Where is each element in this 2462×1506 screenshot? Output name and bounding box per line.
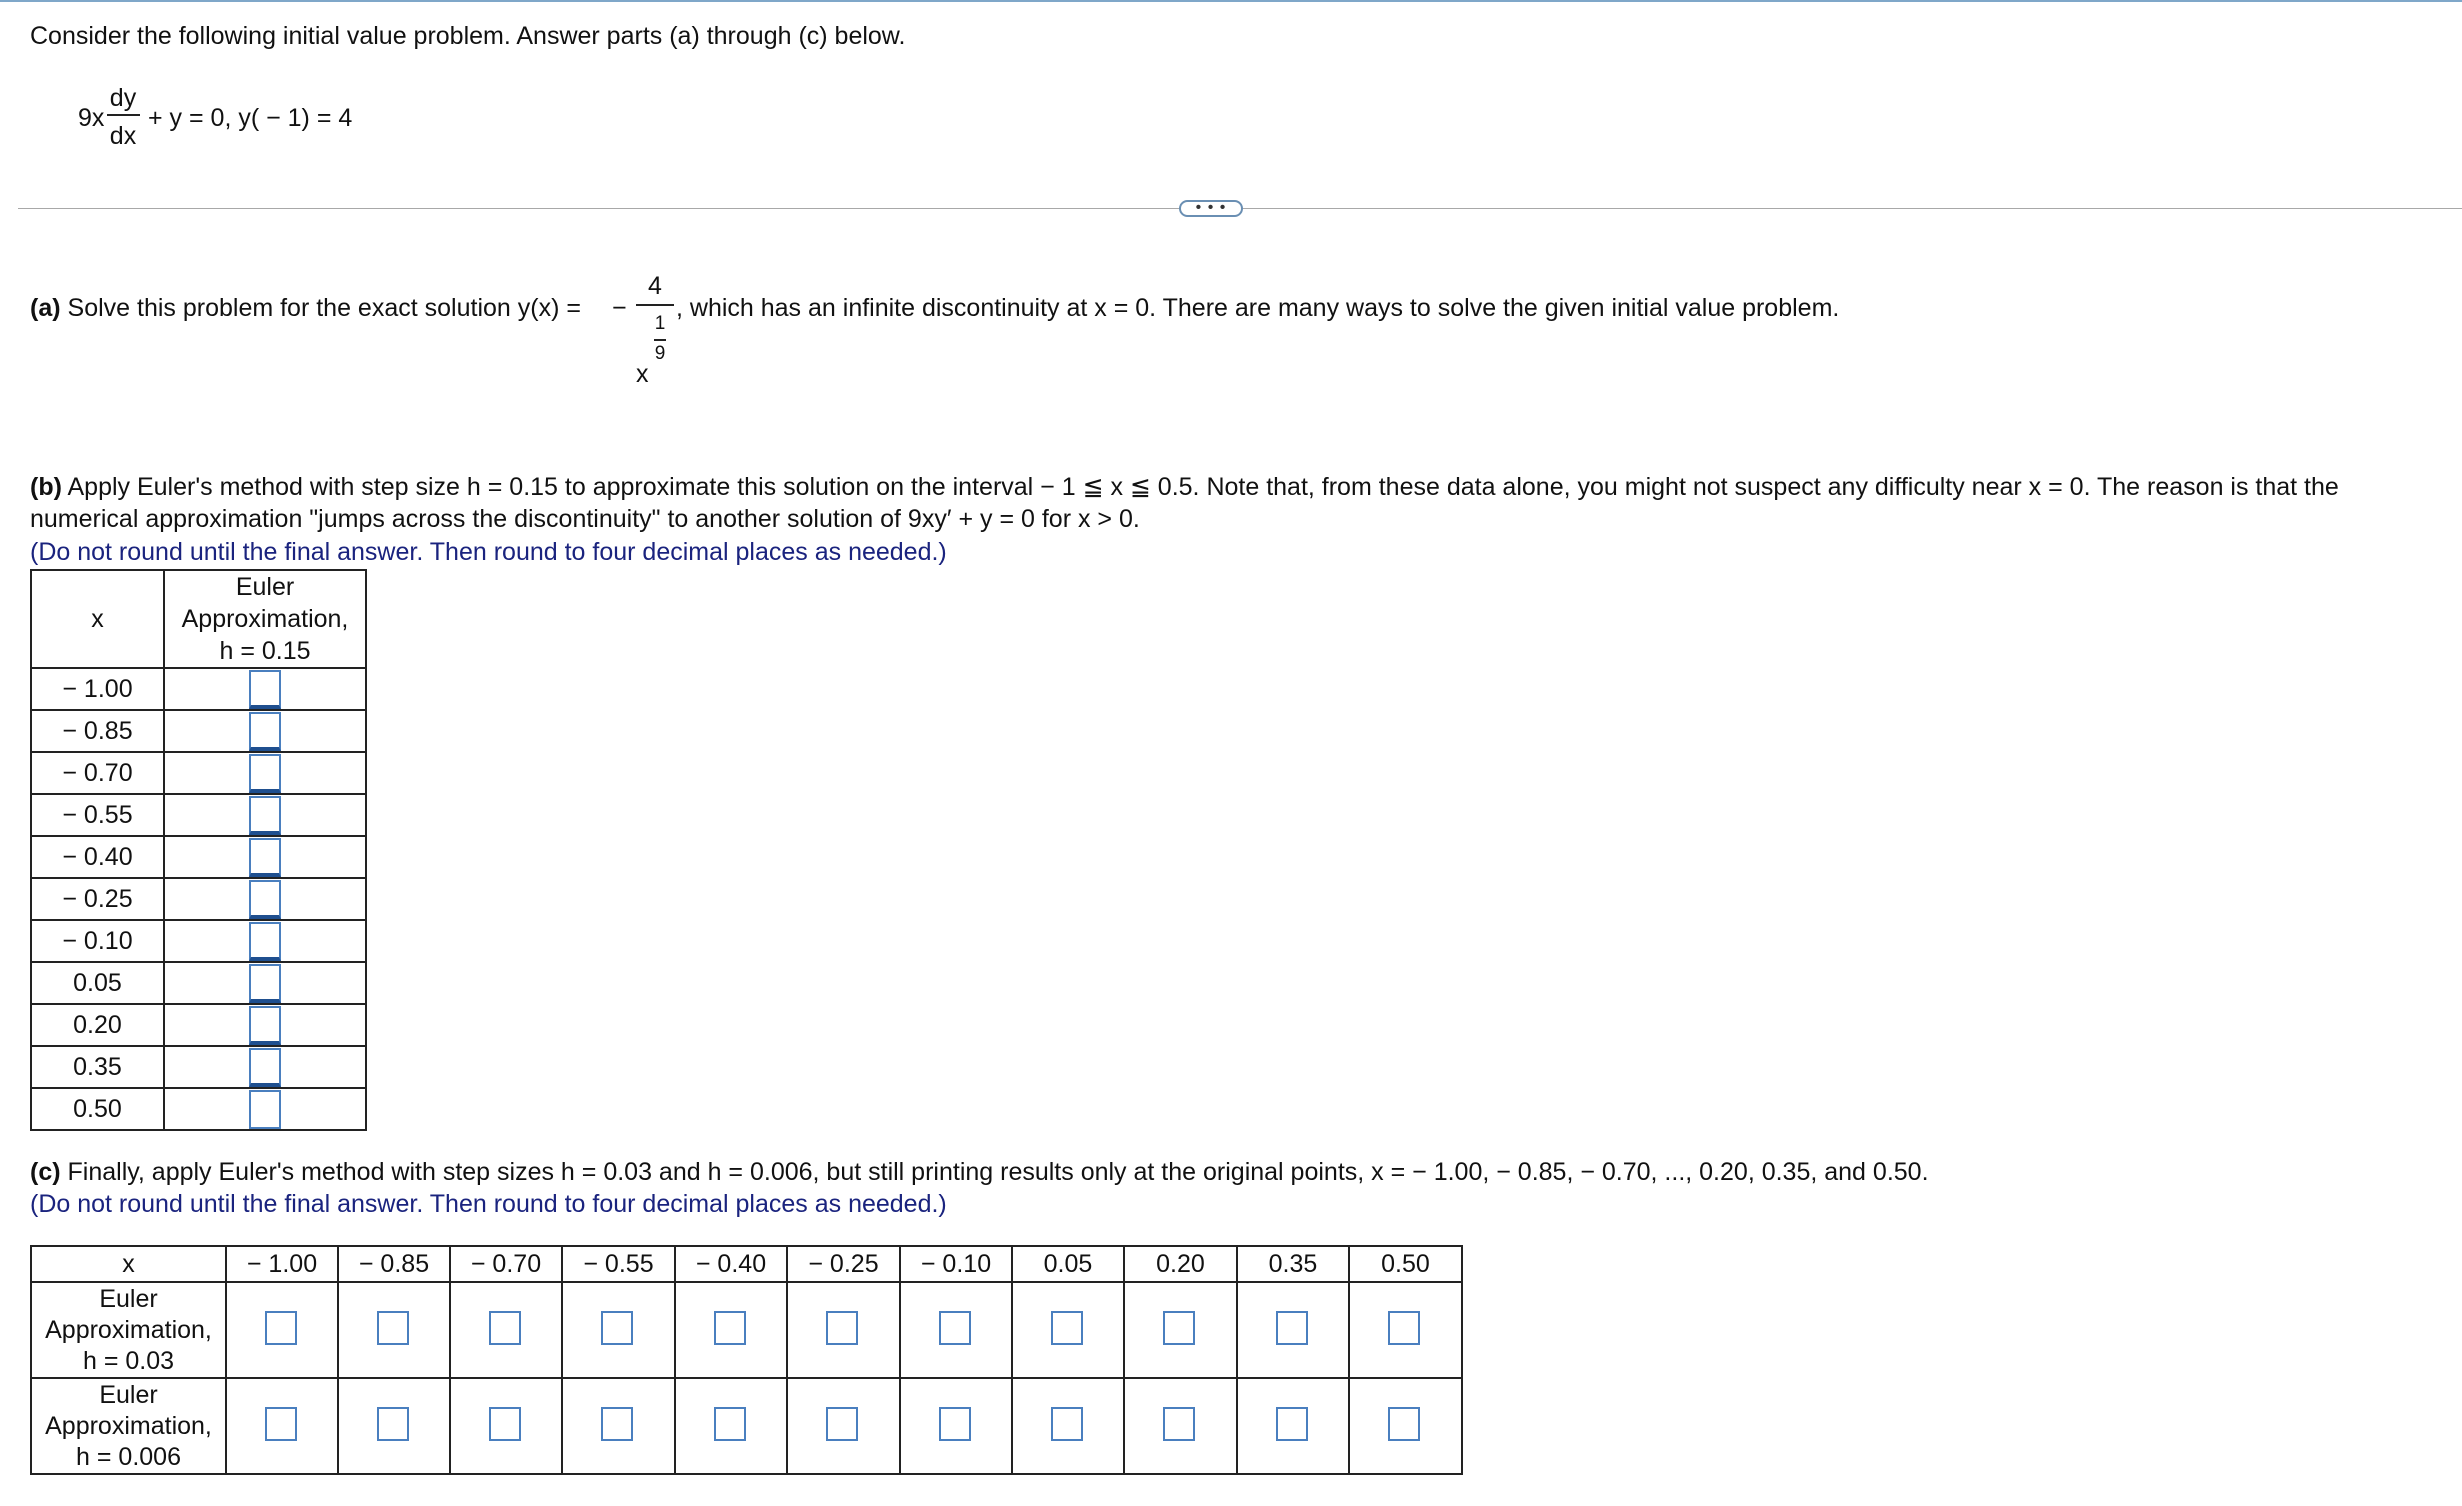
header-line-1: Euler	[99, 1284, 158, 1313]
answer-cell	[675, 1378, 787, 1474]
answer-cell	[164, 1088, 366, 1130]
x-value: − 0.55	[31, 794, 164, 836]
eq-dx: dx	[109, 122, 137, 150]
answer-cell	[338, 1378, 450, 1474]
header-line-2: Approximation,	[181, 605, 349, 633]
table-row	[31, 752, 366, 794]
answer-input[interactable]	[249, 670, 281, 709]
eq-rest: + y = 0, y( − 1) = 4	[148, 104, 353, 132]
answer-input[interactable]	[249, 796, 281, 835]
column-header: 0.50	[1349, 1246, 1462, 1282]
answer-input[interactable]	[601, 1311, 633, 1345]
answer-cell	[1012, 1282, 1124, 1378]
answer-cell	[1012, 1378, 1124, 1474]
intro-text: Consider the following initial value problem. Answer parts (a) through (c) below.	[30, 22, 906, 50]
table-row	[31, 710, 366, 752]
table-row	[31, 668, 366, 710]
answer-input[interactable]	[265, 1311, 297, 1345]
exponent-fraction-bar	[654, 339, 666, 341]
table-row	[31, 962, 366, 1004]
answer-input[interactable]	[249, 1006, 281, 1045]
header-line-3: h = 0.03	[82, 1346, 175, 1375]
answer-cell	[900, 1282, 1012, 1378]
solution-denominator-base: x	[636, 360, 649, 388]
answer-cell	[1124, 1282, 1237, 1378]
answer-cell	[1349, 1282, 1462, 1378]
column-header-euler	[164, 570, 366, 668]
part-b-line1	[30, 472, 2339, 502]
answer-input[interactable]	[1163, 1407, 1195, 1441]
answer-cell	[450, 1282, 562, 1378]
answer-input[interactable]	[1388, 1407, 1420, 1441]
answer-cell	[164, 1046, 366, 1088]
answer-cell	[164, 752, 366, 794]
part-a-text	[30, 294, 581, 323]
answer-cell	[164, 962, 366, 1004]
answer-cell	[450, 1378, 562, 1474]
x-value: − 0.40	[31, 836, 164, 878]
exponent-numerator: 1	[654, 313, 666, 334]
header-line-2: Approximation,	[45, 1411, 212, 1440]
answer-input[interactable]	[249, 880, 281, 919]
part-c-line1	[30, 1158, 1929, 1187]
row-header-h0006	[31, 1378, 226, 1474]
column-header: − 0.25	[787, 1246, 900, 1282]
x-value: − 0.70	[31, 752, 164, 794]
row-header-h003	[31, 1282, 226, 1378]
x-value: 0.50	[31, 1088, 164, 1130]
x-value: − 0.10	[31, 920, 164, 962]
answer-cell	[1237, 1378, 1349, 1474]
header-line-3: h = 0.006	[76, 1442, 181, 1471]
answer-input[interactable]	[826, 1407, 858, 1441]
x-value: − 0.25	[31, 878, 164, 920]
answer-cell	[226, 1378, 338, 1474]
answer-cell	[1237, 1282, 1349, 1378]
x-value: − 1.00	[31, 668, 164, 710]
table-row-h0006	[31, 1378, 1462, 1474]
table-row	[31, 878, 366, 920]
part-c-line1-text: Finally, apply Euler's method with step sizes h = 0.03 and h = 0.006, but still printing results only at the original points, x = − 1.00, − 0.85, − 0.70, ..., 0.20, 0.35, and 0.50.	[67, 1158, 1929, 1186]
euler-table-h003-h0006	[30, 1245, 1463, 1475]
answer-input[interactable]	[939, 1311, 971, 1345]
answer-input[interactable]	[249, 1090, 281, 1129]
column-header: 0.05	[1012, 1246, 1124, 1282]
answer-input[interactable]	[1051, 1311, 1083, 1345]
answer-input[interactable]	[601, 1407, 633, 1441]
answer-cell	[1124, 1378, 1237, 1474]
answer-cell	[164, 710, 366, 752]
answer-cell	[164, 836, 366, 878]
header-line-1: Euler	[235, 573, 295, 601]
answer-cell	[1349, 1378, 1462, 1474]
more-options-button[interactable]: • • •	[1179, 200, 1243, 217]
answer-input[interactable]	[249, 964, 281, 1003]
part-a-tail: , which has an infinite discontinuity at x = 0. There are many ways to solve the given initial value problem.	[676, 294, 1840, 322]
answer-input[interactable]	[714, 1311, 746, 1345]
answer-cell	[675, 1282, 787, 1378]
header-row	[31, 1246, 1462, 1282]
answer-input[interactable]	[249, 712, 281, 751]
answer-cell	[338, 1282, 450, 1378]
answer-input[interactable]	[249, 1048, 281, 1087]
column-header: − 1.00	[226, 1246, 338, 1282]
table-row	[31, 1088, 366, 1130]
euler-table-h015	[30, 569, 367, 1131]
x-value: 0.35	[31, 1046, 164, 1088]
column-header: − 0.70	[450, 1246, 562, 1282]
answer-cell	[562, 1282, 675, 1378]
table-row	[31, 1004, 366, 1046]
header-line-1: Euler	[99, 1380, 158, 1409]
answer-cell	[164, 1004, 366, 1046]
answer-input[interactable]	[489, 1407, 521, 1441]
answer-input[interactable]	[826, 1311, 858, 1345]
answer-cell	[900, 1378, 1012, 1474]
column-header: 0.35	[1237, 1246, 1349, 1282]
answer-input[interactable]	[1388, 1311, 1420, 1345]
header-line-3: h = 0.15	[219, 637, 311, 665]
answer-cell	[787, 1378, 900, 1474]
answer-cell	[164, 878, 366, 920]
exponent-denominator: 9	[654, 343, 666, 364]
answer-input[interactable]	[939, 1407, 971, 1441]
answer-cell	[562, 1378, 675, 1474]
eq-dy: dy	[109, 84, 137, 112]
answer-input[interactable]	[1163, 1311, 1195, 1345]
table-row	[31, 836, 366, 878]
solution-sign: −	[612, 294, 627, 322]
part-c-instruction: (Do not round until the final answer. Then round to four decimal places as needed.)	[30, 1190, 947, 1218]
part-a-lead: Solve this problem for the exact solution y(x) =	[67, 294, 581, 322]
part-b-line1-text: Apply Euler's method with step size h = 0.15 to approximate this solution on the interval − 1 ≦ x ≦ 0.5. Note that, from these data alone, you might not suspect any difficulty near x = 0. The reason is that the	[67, 473, 2339, 501]
top-border	[0, 0, 2462, 2]
x-value: 0.05	[31, 962, 164, 1004]
part-b-label: (b)	[30, 473, 62, 501]
column-header: − 0.55	[562, 1246, 675, 1282]
answer-input[interactable]	[1051, 1407, 1083, 1441]
answer-input[interactable]	[377, 1311, 409, 1345]
column-header: − 0.10	[900, 1246, 1012, 1282]
answer-input[interactable]	[249, 838, 281, 877]
table-row-h003	[31, 1282, 1462, 1378]
header-line-2: Approximation,	[45, 1315, 212, 1344]
part-c-label: (c)	[30, 1158, 61, 1186]
solution-fraction-bar	[636, 304, 674, 306]
answer-cell	[164, 794, 366, 836]
answer-cell	[226, 1282, 338, 1378]
answer-input[interactable]	[1276, 1311, 1308, 1345]
column-header-x: x	[31, 570, 164, 668]
row-header-x: x	[31, 1246, 226, 1282]
answer-cell	[787, 1282, 900, 1378]
table-row	[31, 1046, 366, 1088]
solution-numerator: 4	[648, 272, 662, 300]
answer-cell	[164, 920, 366, 962]
table-row	[31, 794, 366, 836]
column-header: − 0.40	[675, 1246, 787, 1282]
answer-cell	[164, 668, 366, 710]
column-header: 0.20	[1124, 1246, 1237, 1282]
answer-input[interactable]	[249, 922, 281, 961]
answer-input[interactable]	[489, 1311, 521, 1345]
part-b-instruction: (Do not round until the final answer. Then round to four decimal places as needed.)	[30, 538, 947, 566]
answer-input[interactable]	[714, 1407, 746, 1441]
table-row	[31, 920, 366, 962]
part-a-label: (a)	[30, 294, 61, 322]
eq-coef: 9x	[78, 104, 105, 132]
part-b-line2: numerical approximation "jumps across the discontinuity" to another solution of 9xy′ + y = 0 for x > 0.	[30, 505, 1140, 533]
column-header: − 0.85	[338, 1246, 450, 1282]
answer-input[interactable]	[249, 754, 281, 793]
answer-input[interactable]	[377, 1407, 409, 1441]
x-value: − 0.85	[31, 710, 164, 752]
eq-fraction-bar	[107, 114, 140, 116]
answer-input[interactable]	[265, 1407, 297, 1441]
answer-input[interactable]	[1276, 1407, 1308, 1441]
x-value: 0.20	[31, 1004, 164, 1046]
